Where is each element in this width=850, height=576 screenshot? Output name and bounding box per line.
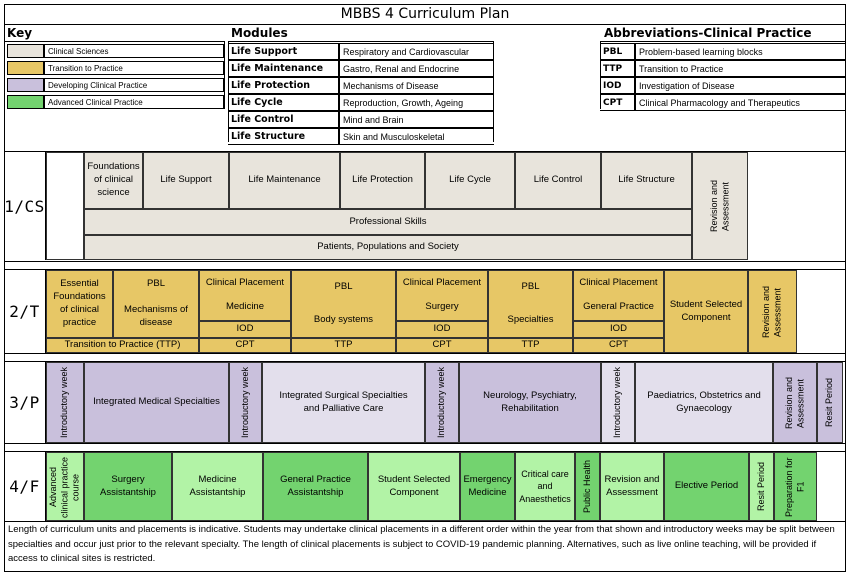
life-maintenance: Life Maintenance — [229, 152, 340, 209]
module-name: Life Support — [228, 43, 339, 60]
year1-label: 1/CS — [4, 152, 46, 260]
module-name: Life Structure — [228, 128, 339, 145]
intro-week-3-label: Introductory week — [436, 366, 447, 439]
module-description: Reproduction, Growth, Ageing — [339, 94, 494, 111]
key-label-transition: Transition to Practice — [44, 61, 224, 75]
ttp-body-systems: TTP — [291, 338, 396, 353]
pbl-specialties — [488, 270, 573, 338]
year1-revision — [692, 152, 748, 260]
placement-surgery — [396, 270, 488, 321]
preparation-for-f1 — [774, 452, 817, 521]
pbl-specialties-sub: Specialties — [507, 314, 554, 326]
key-label-clinical-sciences: Clinical Sciences — [44, 44, 224, 58]
paediatrics-obstetrics-gynaecology: Paediatrics, Obstetrics and Gynaecology — [635, 362, 773, 443]
abbrev-code: TTP — [600, 60, 635, 77]
neurology-psychiatry-rehab: Neurology, Psychiatry, Rehabilitation — [459, 362, 601, 443]
module-name: Life Control — [228, 111, 339, 128]
intro-week-2 — [229, 362, 262, 443]
module-description: Gastro, Renal and Endocrine — [339, 60, 494, 77]
ttp-bar: Transition to Practice (TTP) — [46, 338, 199, 353]
elective-period: Elective Period — [664, 452, 749, 521]
module-description: Respiratory and Cardiovascular — [339, 43, 494, 60]
placement-gp-title: Clinical Placement — [579, 276, 658, 288]
pbl-mechanisms-title: PBL — [147, 277, 165, 289]
y4-resit — [749, 452, 774, 521]
key-swatch-clinical-sciences — [7, 44, 44, 58]
critical-care-anaesthetics: Critical care and Anaesthetics — [515, 452, 575, 521]
intro-week-3 — [425, 362, 459, 443]
prep-f1-label: Preparation for F1 — [784, 456, 806, 517]
year3-resit — [817, 362, 843, 443]
pbl-body-systems — [291, 270, 396, 338]
key-swatch-advanced — [7, 95, 44, 109]
y4-resit-label: Resit Period — [755, 461, 766, 512]
intro-week-4 — [601, 362, 635, 443]
year2-label: 2/T — [4, 270, 46, 353]
row-divider-1 — [4, 261, 846, 262]
intro-week-4-label: Introductory week — [612, 366, 623, 439]
student-selected-component-y4: Student Selected Component — [368, 452, 460, 521]
module-description: Mind and Brain — [339, 111, 494, 128]
year2-revision-label: Revision and Assessment — [761, 285, 783, 338]
abbrev-code: PBL — [600, 43, 635, 60]
year3-revision — [773, 362, 817, 443]
placement-medicine-title: Clinical Placement — [205, 276, 285, 288]
iod-medicine: IOD — [199, 321, 291, 338]
cpt-surgery: CPT — [396, 338, 488, 353]
life-support: Life Support — [143, 152, 229, 209]
abbrev-code: IOD — [600, 77, 635, 94]
medicine-assistantship: Medicine Assistantship — [172, 452, 263, 521]
year4-label: 4/F — [4, 452, 46, 521]
public-health — [575, 452, 600, 521]
placement-general-practice — [573, 270, 664, 321]
modules-heading: Modules — [231, 26, 288, 40]
key-label-developing: Developing Clinical Practice — [44, 78, 224, 92]
row-divider-5 — [4, 443, 846, 444]
integrated-surgical-specialties: Integrated Surgical Specialties and Palliative Care — [262, 362, 425, 443]
cpt-medicine: CPT — [199, 338, 291, 353]
module-name: Life Cycle — [228, 94, 339, 111]
year3-label: 3/P — [4, 362, 46, 443]
year1-revision-label: Revision and Assessment — [708, 179, 730, 233]
pbl-mechanisms — [113, 270, 199, 338]
life-control: Life Control — [515, 152, 601, 209]
pbl-body-systems-sub: Body systems — [313, 314, 374, 326]
pbl-mechanisms-sub: Mechanisms of disease — [124, 304, 188, 329]
footer-note: Length of curriculum units and placements is indicative. Students may undertake clinical placements in a different order within the year from that shown and introductory weeks may be split between specialties and occur just prior to the relevant specialty. The length of clinical placements is subject to COVID-19 pandemic planning. Alternatives, such as live online teaching, will be provided if access to clinical sites is restricted. — [8, 524, 835, 565]
key-swatch-transition — [7, 61, 44, 75]
module-name: Life Protection — [228, 77, 339, 94]
page-title: MBBS 4 Curriculum Plan — [4, 4, 846, 25]
key-swatch-developing — [7, 78, 44, 92]
essential-foundations: Essential Foundations of clinical practice — [46, 270, 113, 338]
key-heading: Key — [7, 26, 33, 40]
advanced-clinical-practice-course — [46, 452, 84, 521]
student-selected-component-y2: Student Selected Component — [664, 270, 748, 353]
placement-medicine-sub: Medicine — [225, 301, 265, 313]
year2-revision — [748, 270, 797, 353]
public-health-label: Public Health — [581, 459, 592, 514]
gp-assistantship: General Practice Assistantship — [263, 452, 368, 521]
iod-general-practice: IOD — [573, 321, 664, 338]
patients-populations-society: Patients, Populations and Society — [84, 235, 692, 260]
foundations-clinical-science: Foundations of clinical science — [84, 152, 143, 209]
year3-revision-label: Revision and Assessment — [783, 376, 805, 429]
placement-surgery-sub: Surgery — [425, 301, 459, 313]
placement-medicine — [199, 270, 291, 321]
integrated-medical-specialties: Integrated Medical Specialties — [84, 362, 229, 443]
abbrev-description: Investigation of Disease — [635, 77, 846, 94]
pbl-body-systems-title: PBL — [334, 281, 353, 293]
year3-resit-label: Resit Period — [824, 377, 835, 428]
abbrev-description: Problem-based learning blocks — [635, 43, 846, 60]
abbrev-code: CPT — [600, 94, 635, 111]
emergency-medicine: Emergency Medicine — [460, 452, 515, 521]
surgery-assistantship: Surgery Assistantship — [84, 452, 172, 521]
life-structure: Life Structure — [601, 152, 692, 209]
placement-gp-sub: General Practice — [583, 301, 654, 313]
intro-week-1 — [46, 362, 84, 443]
module-description: Mechanisms of Disease — [339, 77, 494, 94]
intro-week-2-label: Introductory week — [239, 366, 250, 439]
cpt-general-practice: CPT — [573, 338, 664, 353]
acpc-label: Advanced clinical practice course — [48, 455, 81, 518]
y4-revision-assessment: Revision and Assessment — [600, 452, 664, 521]
abbrev-heading: Abbreviations-Clinical Practice — [604, 26, 812, 40]
iod-surgery: IOD — [396, 321, 488, 338]
life-cycle: Life Cycle — [425, 152, 515, 209]
intro-week-1-label: Introductory week — [59, 366, 70, 439]
professional-skills: Professional Skills — [84, 209, 692, 235]
year1-spacer — [46, 152, 84, 260]
key-label-advanced: Advanced Clinical Practice — [44, 95, 224, 109]
ttp-specialties: TTP — [488, 338, 573, 353]
row-divider-3 — [4, 353, 846, 354]
pbl-specialties-title: PBL — [521, 281, 540, 293]
module-name: Life Maintenance — [228, 60, 339, 77]
abbrev-description: Transition to Practice — [635, 60, 846, 77]
abbrev-description: Clinical Pharmacology and Therapeutics — [635, 94, 846, 111]
placement-surgery-title: Clinical Placement — [402, 276, 482, 288]
life-protection: Life Protection — [340, 152, 425, 209]
module-description: Skin and Musculoskeletal — [339, 128, 494, 145]
